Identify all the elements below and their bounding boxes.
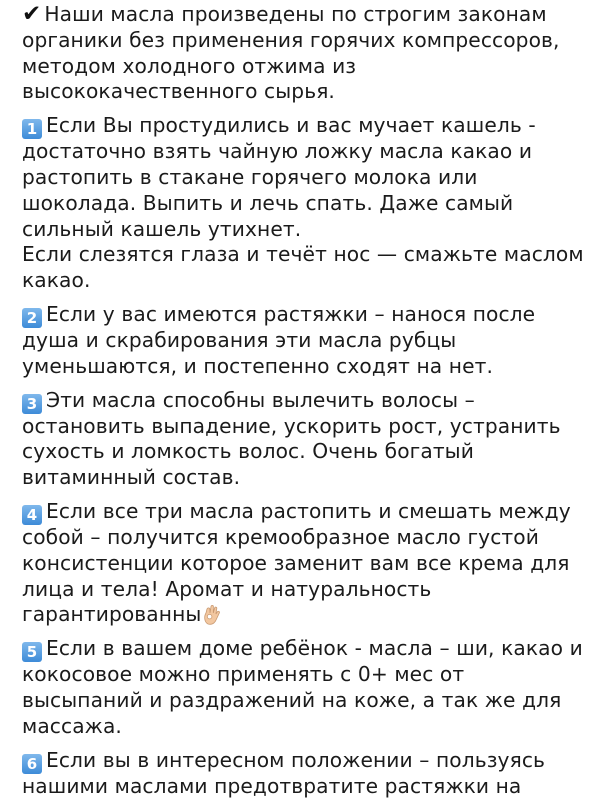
ok-hand-emoji-icon [202,604,222,626]
list-item-text: Если Вы простудились и вас мучает кашель - достаточно взять чайную ложку масла какао и растопить в стакане горячего молока или шоколада. Выпить и лечь спать. Даже самый сильный кашель утихнет. [22,113,536,241]
number-badge-3-icon: 3 [22,394,42,414]
list-item-1-note [22,242,584,294]
list-item-5 [22,636,584,739]
number-badge-2-icon: 2 [22,308,42,328]
list-item-text: Если все три масла растопить и смешать между собой – получится кремообразное масло густой консистенции которое заменит вам все крема для лица и тела! Аромат и натуральность гарантированны [22,498,571,627]
number-badge-6-icon: 6 [22,754,42,774]
intro-paragraph [22,2,584,105]
list-item-3 [22,388,584,491]
list-item-text: Если в вашем доме ребёнок - масла – ши, какао и кокосовое можно применять с 0+ мес от высыпаний и раздражений на коже, а так же для массажа. [22,636,583,738]
list-item-4 [22,499,584,628]
list-item-text: Если вы в интересном положении – пользуясь нашими маслами предотвратите растяжки на [22,747,546,798]
check-mark-icon: ✔ [22,1,42,27]
number-badge-1-icon: 1 [22,119,42,139]
intro-text: Наши масла произведены по строгим законам органики без применения горячих компрессоров, методом холодного отжима из высококачественного сырья. [22,2,560,104]
list-item-text: Эти масла способны вылечить волосы – остановить выпадение, ускорить рост, устранить сухость и ломкость волос. Очень богатый витаминный состав. [22,387,561,490]
number-badge-5-icon: 5 [22,642,42,662]
number-badge-4-icon: 4 [22,505,42,525]
list-item-2 [22,302,584,380]
list-item-text: Если слезятся глаза и течёт нос — смажьте маслом какао. [22,242,584,293]
list-item-text: Если у вас имеются растяжки – нанося после душа и скрабирования эти масла рубцы уменьшаются, и постепенно сходят на нет. [22,301,536,378]
list-item-1 [22,113,584,242]
list-item-6 [22,748,584,800]
